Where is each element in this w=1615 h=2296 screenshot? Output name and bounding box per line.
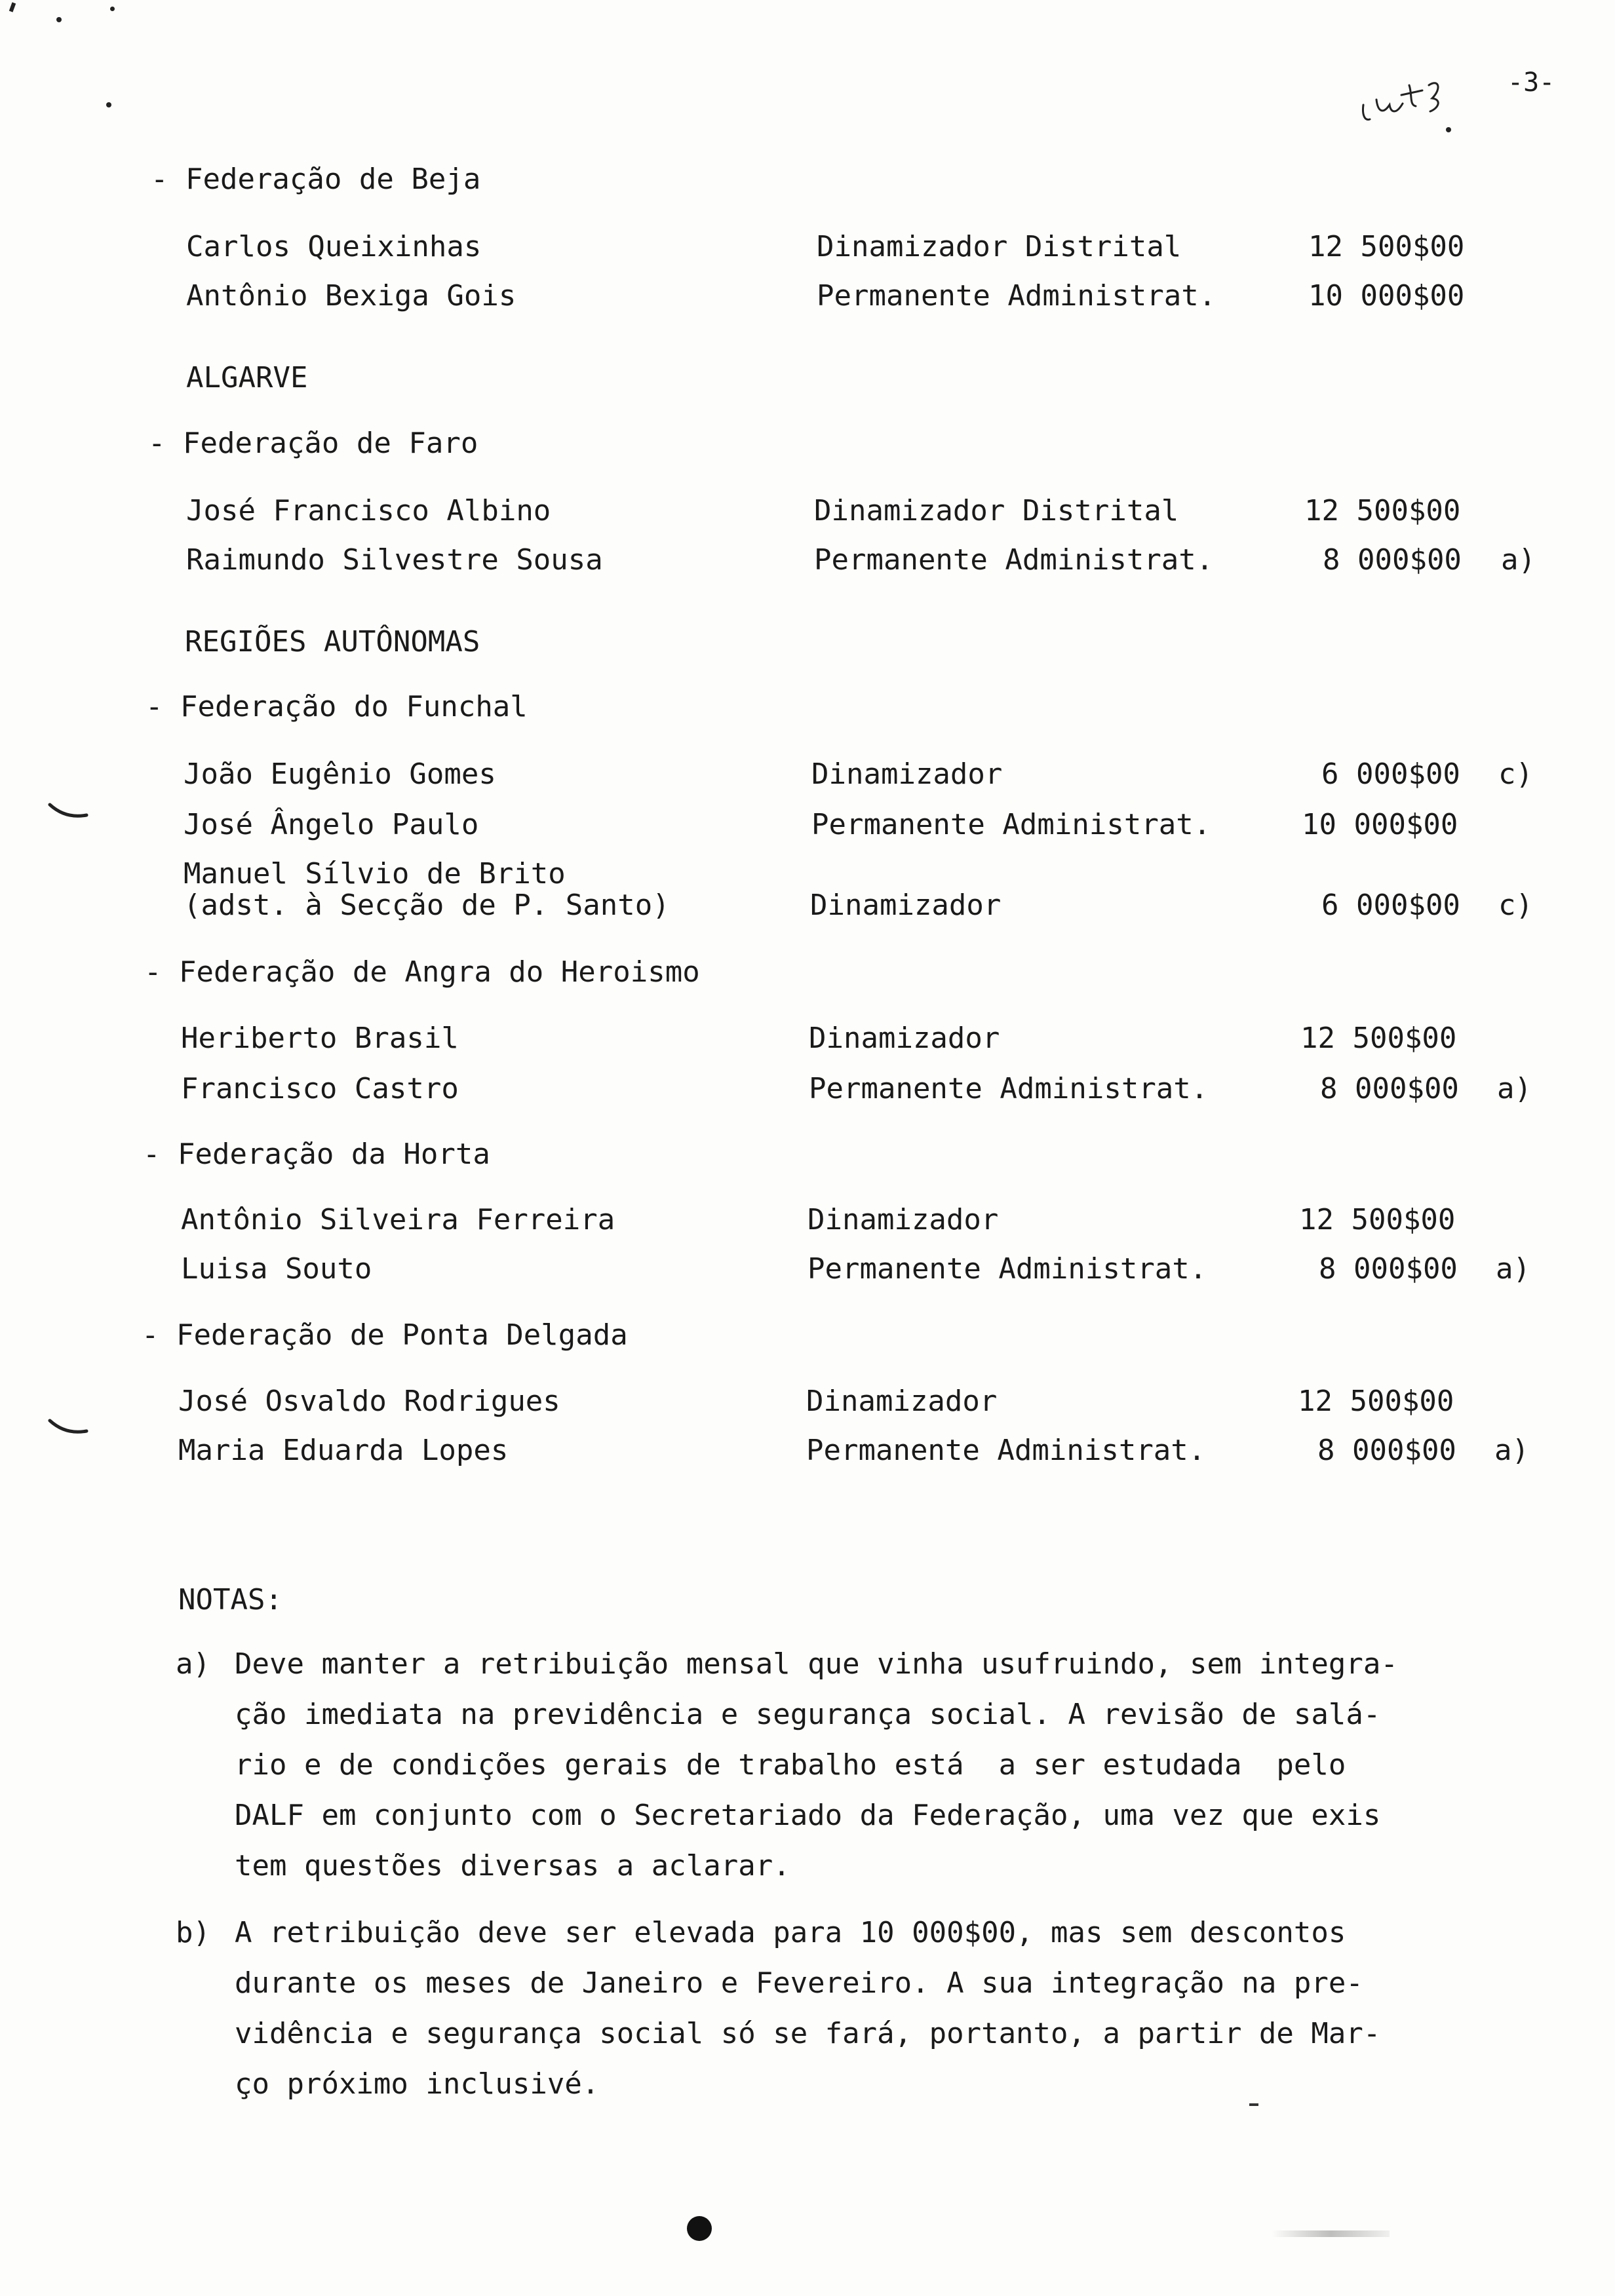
salary-amount: 12 500$00	[1299, 1203, 1456, 1236]
person-name: Carlos Queixinhas	[186, 230, 482, 263]
person-role: Permanente Administrat.	[809, 1072, 1209, 1105]
note-line: Deve manter a retribuição mensal que vinha usufruindo, sem integra-	[235, 1647, 1398, 1681]
person-role: Dinamizador	[808, 1203, 999, 1236]
person-name: Heriberto Brasil	[181, 1022, 459, 1055]
person-name: Raimundo Silvestre Sousa	[186, 543, 603, 577]
salary-amount: 10 000$00	[1302, 808, 1458, 841]
salary-amount: 6 000$00	[1321, 757, 1460, 791]
person-role: Dinamizador	[809, 1022, 1000, 1055]
person-role: Dinamizador	[806, 1385, 998, 1418]
note-line: tem questões diversas a aclarar.	[235, 1849, 790, 1883]
page-number: -3-	[1508, 67, 1555, 98]
person-name: João Eugênio Gomes	[184, 757, 496, 791]
note-line: DALF em conjunto com o Secretariado da Federação, uma vez que exis	[235, 1799, 1381, 1832]
salary-amount: 8 000$00	[1320, 1072, 1459, 1105]
federation-heading: - Federação do Funchal	[146, 690, 528, 723]
region-heading: ALGARVE	[186, 361, 308, 394]
federation-heading: - Federação de Beja	[151, 163, 481, 196]
person-name: Luisa Souto	[181, 1252, 372, 1286]
note-reference: a)	[1497, 1072, 1532, 1105]
person-role: Dinamizador	[810, 889, 1002, 922]
scan-speck	[106, 102, 111, 107]
salary-amount: 12 500$00	[1298, 1385, 1454, 1418]
person-name: Antônio Silveira Ferreira	[181, 1203, 615, 1236]
person-role: Permanente Administrat.	[817, 279, 1216, 313]
salary-amount: 12 500$00	[1308, 230, 1465, 263]
note-line: ção imediata na previdência e segurança social. A revisão de salá-	[235, 1698, 1381, 1731]
person-role: Dinamizador Distrital	[814, 494, 1179, 527]
scan-speck	[110, 7, 115, 11]
note-line: A retribuição deve ser elevada para 10 000$00, mas sem descontos	[235, 1916, 1346, 1949]
person-role: Permanente Administrat.	[808, 1252, 1207, 1286]
person-name: Maria Eduarda Lopes	[178, 1434, 509, 1467]
scan-speck	[9, 2, 16, 12]
person-role: Permanente Administrat.	[811, 808, 1211, 841]
person-name: José Osvaldo Rodrigues	[178, 1385, 560, 1418]
region-heading: REGIÕES AUTÔNOMAS	[185, 625, 480, 659]
federation-heading: - Federação de Ponta Delgada	[142, 1318, 628, 1352]
salary-amount: 8 000$00	[1319, 1252, 1458, 1286]
person-name: José Ângelo Paulo	[184, 808, 479, 841]
person-name: Francisco Castro	[181, 1072, 459, 1105]
salary-amount: 6 000$00	[1321, 889, 1460, 922]
person-name: Manuel Sílvio de Brito	[184, 857, 566, 890]
salary-amount: 10 000$00	[1308, 279, 1465, 313]
note-line: ço próximo inclusivé.	[235, 2067, 600, 2101]
federation-heading: - Federação de Angra do Heroismo	[144, 955, 700, 989]
note-reference: c)	[1498, 757, 1533, 791]
salary-amount: 12 500$00	[1304, 494, 1461, 527]
person-role: Dinamizador Distrital	[817, 230, 1182, 263]
salary-amount: 12 500$00	[1300, 1022, 1457, 1055]
person-role: Permanente Administrat.	[806, 1434, 1206, 1467]
scan-speck	[1249, 2103, 1258, 2106]
salary-amount: 8 000$00	[1323, 543, 1462, 577]
handwritten-initials	[1350, 59, 1468, 138]
note-line: vidência e segurança social só se fará, portanto, a partir de Mar-	[235, 2017, 1381, 2050]
federation-heading: - Federação de Faro	[148, 427, 478, 460]
person-name: José Francisco Albino	[186, 494, 551, 527]
note-reference: a)	[1494, 1434, 1529, 1467]
person-name-detail: (adst. à Secção de P. Santo)	[184, 889, 670, 922]
note-label: b)	[176, 1916, 210, 1949]
note-line: durante os meses de Janeiro e Fevereiro. A sua integração na pre-	[235, 1966, 1363, 2000]
note-reference: c)	[1498, 889, 1533, 922]
person-role: Permanente Administrat.	[814, 543, 1214, 577]
notes-heading: NOTAS:	[178, 1583, 282, 1617]
person-role: Dinamizador	[811, 757, 1003, 791]
federation-heading: - Federação da Horta	[143, 1138, 490, 1171]
margin-tick-mark	[46, 799, 92, 826]
salary-amount: 8 000$00	[1317, 1434, 1456, 1467]
scan-noise	[1272, 2230, 1390, 2237]
note-reference: a)	[1496, 1252, 1530, 1286]
scan-speck	[56, 17, 62, 22]
punch-hole-mark	[687, 2216, 712, 2241]
person-name: Antônio Bexiga Gois	[186, 279, 516, 313]
note-label: a)	[176, 1647, 210, 1681]
note-line: rio e de condições gerais de trabalho está a ser estudada pelo	[235, 1748, 1346, 1782]
margin-tick-mark	[46, 1415, 92, 1442]
note-reference: a)	[1501, 543, 1536, 577]
